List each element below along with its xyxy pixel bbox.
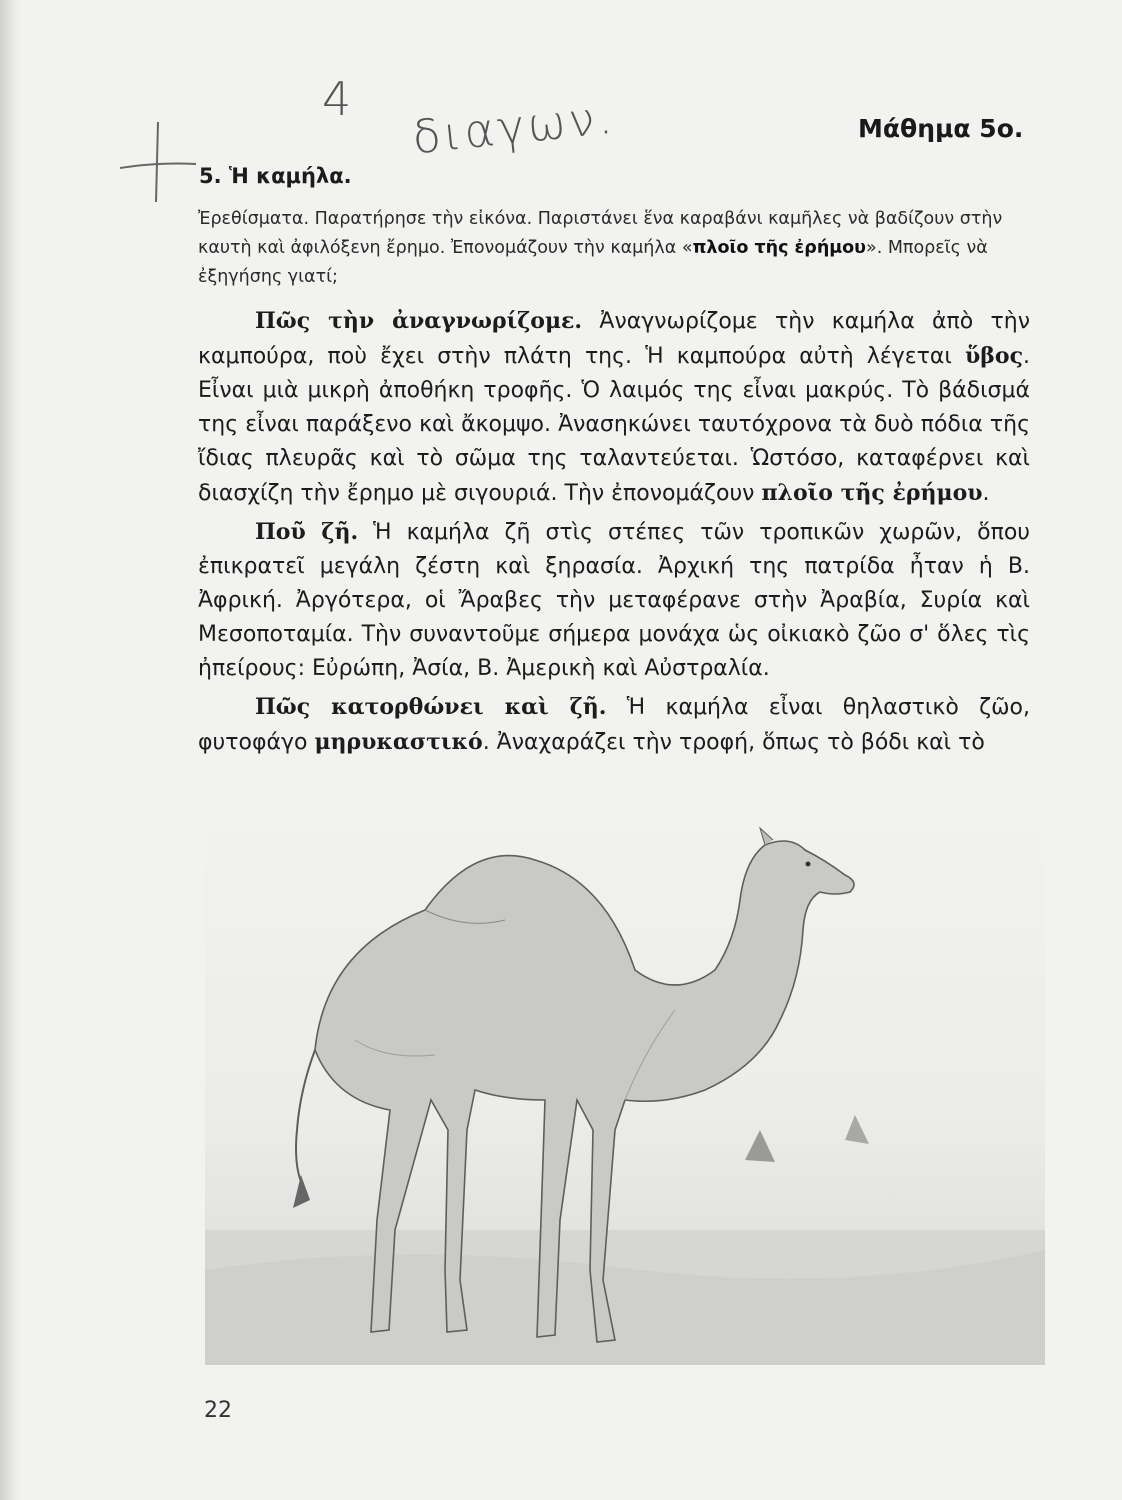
camel-illustration (205, 800, 1045, 1365)
section-title: Πῶς κατορθώνει καὶ ζῆ. (255, 694, 607, 720)
section-term: ὕβος (965, 343, 1023, 369)
handwritten-note: διαγων. (409, 89, 618, 165)
section-text: Ἡ καμήλα ζῆ στὶς στέπες τῶν τροπικῶν χωρῶν, ὅπου ἐπικρατεῖ μεγάλη ζέστη καὶ ξηρασία. Ἀρχική της πατρίδα ἦταν ἡ Β. Ἀφρική. Ἀργότερα, οἱ Ἄραβες τὴν μεταφέρανε στὴν Ἀραβία, Συρία καὶ Μεσοποταμία. Τὴν συναντοῦμε σήμερα μονάχα ὡς οἰκιακὸ ζῶο σ' ὅλες τὶς ἠπείρους: Εὐρώπη, Ἀσία, Β. Ἀμερικὴ καὶ Αὐστραλία. (198, 520, 1031, 681)
section-paragraph (198, 515, 1030, 686)
section-text: Ἀναγνωρίζομε τὴν καμήλα ἀπὸ τὴν καμπούρα, ποὺ ἔχει στὴν πλάτη της. Ἡ καμπούρα αὐτὴ λέγεται (198, 309, 1030, 369)
handwritten-number: 4 (322, 72, 352, 126)
intro-highlight: πλοῖο τῆς ἐρήμου (692, 238, 866, 258)
chapter-heading: 5. Ἡ καμήλα. (199, 164, 352, 188)
section-text: Ἡ καμήλα εἶναι θηλαστικὸ ζῶο, φυτοφάγο (198, 695, 1030, 755)
section-text: . (982, 481, 990, 506)
main-text (198, 304, 1030, 764)
lesson-label: Μάθημα 5ο. (858, 114, 1024, 143)
section-title: Πῶς τὴν ἀναγνωρίζομε. (255, 308, 583, 334)
intro-paragraph (198, 205, 1028, 292)
section-paragraph (198, 690, 1030, 760)
section-term: μηρυκαστικό (314, 729, 483, 755)
section-term: πλοῖο τῆς ἐρήμου (761, 480, 983, 506)
page-number: 22 (204, 1398, 232, 1423)
intro-text: Παρατήρησε τὴν εἰκόνα. Παριστάνει ἕνα καραβάνι καμῆλες νὰ βαδίζουν στὴν καυτὴ καὶ ἀφιλόξενη ἔρημο. Ἐπονομάζουν τὴν καμήλα « (198, 209, 1003, 258)
intro-label: Ἐρεθίσματα. (198, 209, 310, 229)
intro-text-end: ». Μπορεῖς νὰ ἐξηγήσης γιατί; (198, 238, 988, 287)
section-text: . Εἶναι μιὰ μικρὴ ἀποθήκη τροφῆς. Ὁ λαιμός της εἶναι μακρύς. Τὸ βάδισμά της εἶναι παράξενο καὶ ἄκομψο. Ἀνασηκώνει ταυτόχρονα τὰ δυὸ πόδια τῆς ἴδιας πλευρᾶς καὶ τὸ σῶμα της ταλαντεύεται. Ὡστόσο, καταφέρνει καὶ διασχίζη τὴν ἔρημο μὲ σιγουριά. Τὴν ἐπονομάζουν (198, 344, 1030, 506)
section-text: . Ἀναχαράζει τὴν τροφή, ὅπως τὸ βόδι καὶ τὸ (482, 730, 985, 755)
section-title: Ποῦ ζῆ. (255, 519, 359, 545)
handwritten-cross-mark (118, 118, 198, 208)
section-paragraph (198, 304, 1030, 511)
page-spine-shadow (0, 0, 22, 1500)
